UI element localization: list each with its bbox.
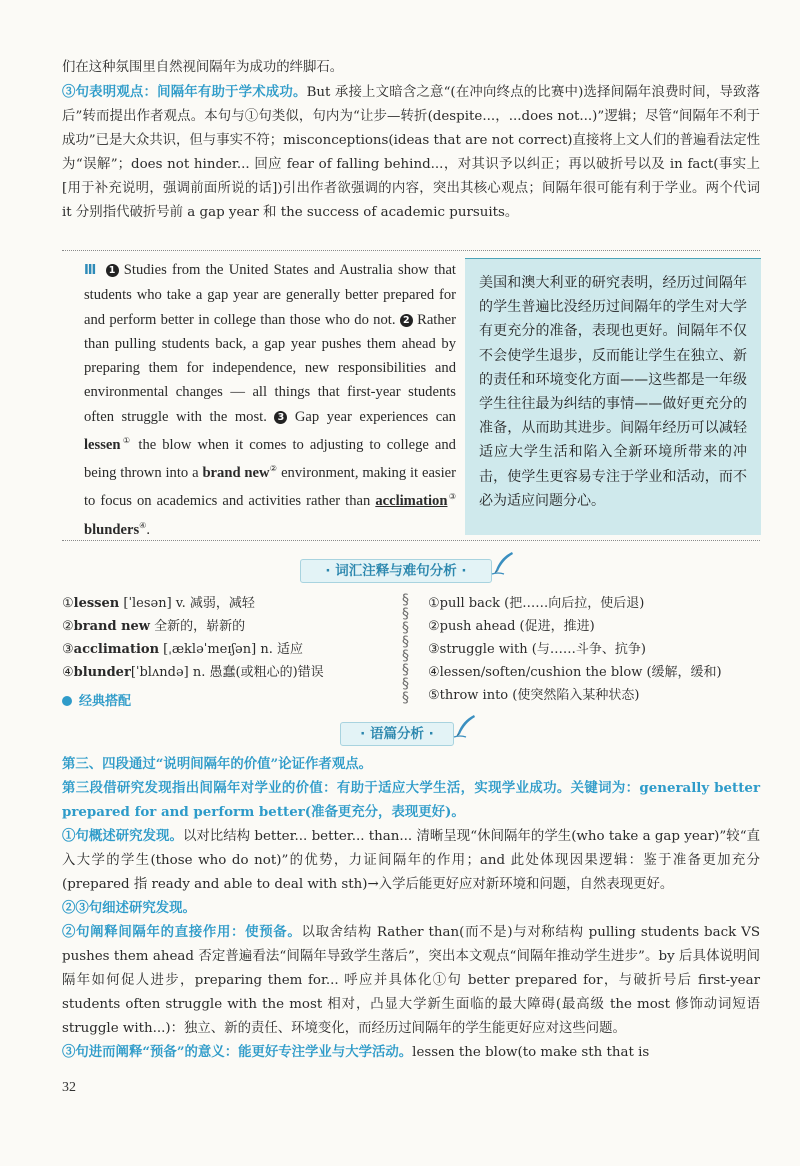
analysis-paragraph3-summary: 第三段借研究发现指出间隔年对学业的价值：有助于适应大学生活，实现学业成功。关键词为：generally better prepared for and perform better(准备更充分，表现更好)。 [62, 780, 760, 820]
analysis-sentence2 [62, 920, 760, 1041]
bullet-dot-icon [62, 696, 72, 706]
analysis-sentence1-body: 以对比结构 better... better... than... 清晰呈现“休间隔年的学生(who take a gap year)”较“直入大学的学生(those who do not)”的优势，力证间隔年的作用；and 此处体现因果逻辑：鉴于准备更加充分(prepared 指 ready and able to deal with sth)→入学后能更好应对新环境和问题，自然表现更好。 [62, 829, 760, 892]
divider-middle [62, 540, 760, 541]
vocab-item [62, 661, 392, 684]
english-passage [84, 258, 456, 542]
phrase-item: ①pull back (把……向后拉，使后退) [428, 596, 645, 611]
vocab-word-blunders: blunders [84, 521, 140, 538]
analysis-sentence1 [62, 824, 760, 897]
vocab-list [62, 592, 392, 684]
analysis-banner: · 语篇分析 · [340, 722, 454, 746]
vocab-word-lessen: lessen [84, 436, 121, 453]
vocab-mark-3: ③ [447, 492, 456, 502]
vocab-num: ④ [62, 665, 74, 680]
passage-sentence-2: Rather than pulling students back, a gap year pushes them ahead by preparing them for independence, new responsibilities and environmental changes — all things that first-year students often struggle with the most. [84, 311, 456, 425]
vocab-definition: 全新的，崭新的 [150, 619, 246, 634]
vocab-word: lessen [73, 596, 120, 611]
vocab-word: blunder [73, 665, 131, 680]
analysis-sentence23: ②③句细述研究发现。 [62, 900, 196, 916]
phrase-list [428, 592, 768, 707]
vocab-mark-1: ① [120, 436, 133, 446]
sentence-number-1: 1 [106, 264, 119, 277]
vocab-mark-2: ② [269, 464, 278, 474]
vocab-num: ② [62, 619, 74, 634]
sentence-number-3: 3 [274, 411, 287, 424]
passage-sentence-1: Studies from the United States and Australia show that students who take a gap year are generally better prepared for and perform better in college than those who do not. [84, 262, 456, 328]
phrase-item: ④lessen/soften/cushion the blow (缓解，缓和) [428, 665, 722, 680]
vocab-definition: [ˈlesən] v. 减弱，减轻 [119, 596, 255, 611]
intro-line: 们在这种氛围里自然视间隔年为成功的绊脚石。 [62, 60, 344, 75]
translation-text: 美国和澳大利亚的研究表明，经历过间隔年的学生普遍比没经历过间隔年的学生对大学有更充分的准备，表现也更好。间隔年不仅不会使学生退步，反而能让学生在独立、新的责任和环境变化方面——这些都是一年级学生往往最为纠结的事情——做好更充分的准备，从而助其进步。间隔年经历可以减轻适应大学生活和陷入全新环境所带来的冲击，使学生更容易专注于学业和活动，而不必为适应问题分心。 [479, 275, 747, 509]
analysis-sentence1-head: ①句概述研究发现。 [62, 828, 183, 844]
divider-top [62, 250, 760, 251]
vocab-word-brand-new: brand new [202, 465, 270, 482]
sentence-number-2: 2 [400, 314, 413, 327]
chain-divider-icon: § § § § § § § § [402, 592, 409, 706]
analysis-sentence2-head: ②句阐释间隔年的直接作用：使预备。 [62, 924, 302, 940]
passage-sentence-3b: the blow when it comes to adjusting to college and being thrown into a [84, 436, 456, 482]
passage-sentence-3a: Gap year experiences can [294, 408, 456, 425]
vocab-item [62, 592, 392, 615]
page-number: 32 [62, 1080, 76, 1095]
vocab-banner: · 词汇注释与难句分析 · [300, 559, 492, 583]
phrase-item: ②push ahead (促进，推进) [428, 619, 595, 634]
vocab-item [62, 638, 392, 661]
passage-end-period: . [146, 521, 150, 538]
analysis-sentence3-body: lessen the blow(to make sth that is [412, 1045, 650, 1060]
vocab-definition: [ˈblʌndə] n. 愚蠢(或粗心的)错误 [130, 665, 324, 680]
vocab-definition: [ˌækləˈmeɪʃən] n. 适应 [159, 642, 303, 657]
analysis-sentence3 [62, 1040, 760, 1065]
vocab-word: acclimation [73, 642, 160, 657]
quill-pen-icon [452, 713, 478, 739]
vocab-word: brand new [73, 619, 150, 634]
vocab-num: ① [62, 596, 74, 611]
vocab-word-acclimation: acclimation [375, 493, 448, 510]
paragraph-roman-numeral: Ⅲ [84, 263, 97, 278]
quill-pen-icon [490, 550, 516, 576]
passage-sentence-3c: environment, making it easier to focus on academics and activities rather than [84, 465, 457, 510]
vocab-item [62, 615, 392, 638]
analysis-overview: 第三、四段通过“说明间隔年的价值”论证作者观点。 [62, 756, 372, 772]
vocab-mark-4: ④ [139, 520, 147, 530]
sentence3-analysis-body: But 承接上文暗含之意“(在冲向终点的比赛中)选择间隔年浪费时间，导致落后”转而提出作者观点。本句与①句类似，句内为“让步—转折(despite...，...does not...)”逻辑；尽管“间隔年不利于成功”已是大众共识，但与事实不符；misconceptions(ideas that are not correct)直接将上文人们的普遍看法定性为“误解”；does not hinder... 回应 fear of falling behind...，对其识予以纠正；再以破折号以及 in fact(事实上[用于补充说明，强调前面所说的话])引出作者欲强调的内容，突出其核心观点；间隔年很可能有利于学业。两个代词 it 分别指代破折号前 a gap year 和 the success of academic pursuits。 [62, 85, 760, 220]
classic-collocation-label [62, 690, 131, 709]
phrase-item: ⑤throw into (使突然陷入某种状态) [428, 688, 640, 703]
classic-collocation-text: 经典搭配 [79, 694, 132, 709]
vocab-num: ③ [62, 642, 74, 657]
analysis-sentence2-body: 以取舍结构 Rather than(而不是)与对称结构 pulling students back VS pushes them ahead 否定普遍看法“间隔年导致学生落后”，突出本文观点“间隔年推动学生进步”。by 后具体说明间隔年如何促人进步，preparing them for... 呼应并具体化①句 better prepared for，与破折号后 first-year students often struggle with the most 相对，凸显大学新生面临的最大障碍(最高级 the most 修饰动词短语 struggle with...)：独立、新的责任、环境变化，而经历过间隔年的学生能更好应对这些问题。 [62, 925, 760, 1036]
translation-box [465, 258, 761, 535]
analysis-sentence3-head: ③句进而阐释“预备”的意义：能更好专注学业与大学活动。 [62, 1044, 413, 1060]
phrase-item: ③struggle with (与……斗争、抗争) [428, 642, 646, 657]
sentence3-analysis-head: ③句表明观点：间隔年有助于学术成功。 [62, 84, 307, 100]
sentence3-analysis [62, 80, 760, 225]
